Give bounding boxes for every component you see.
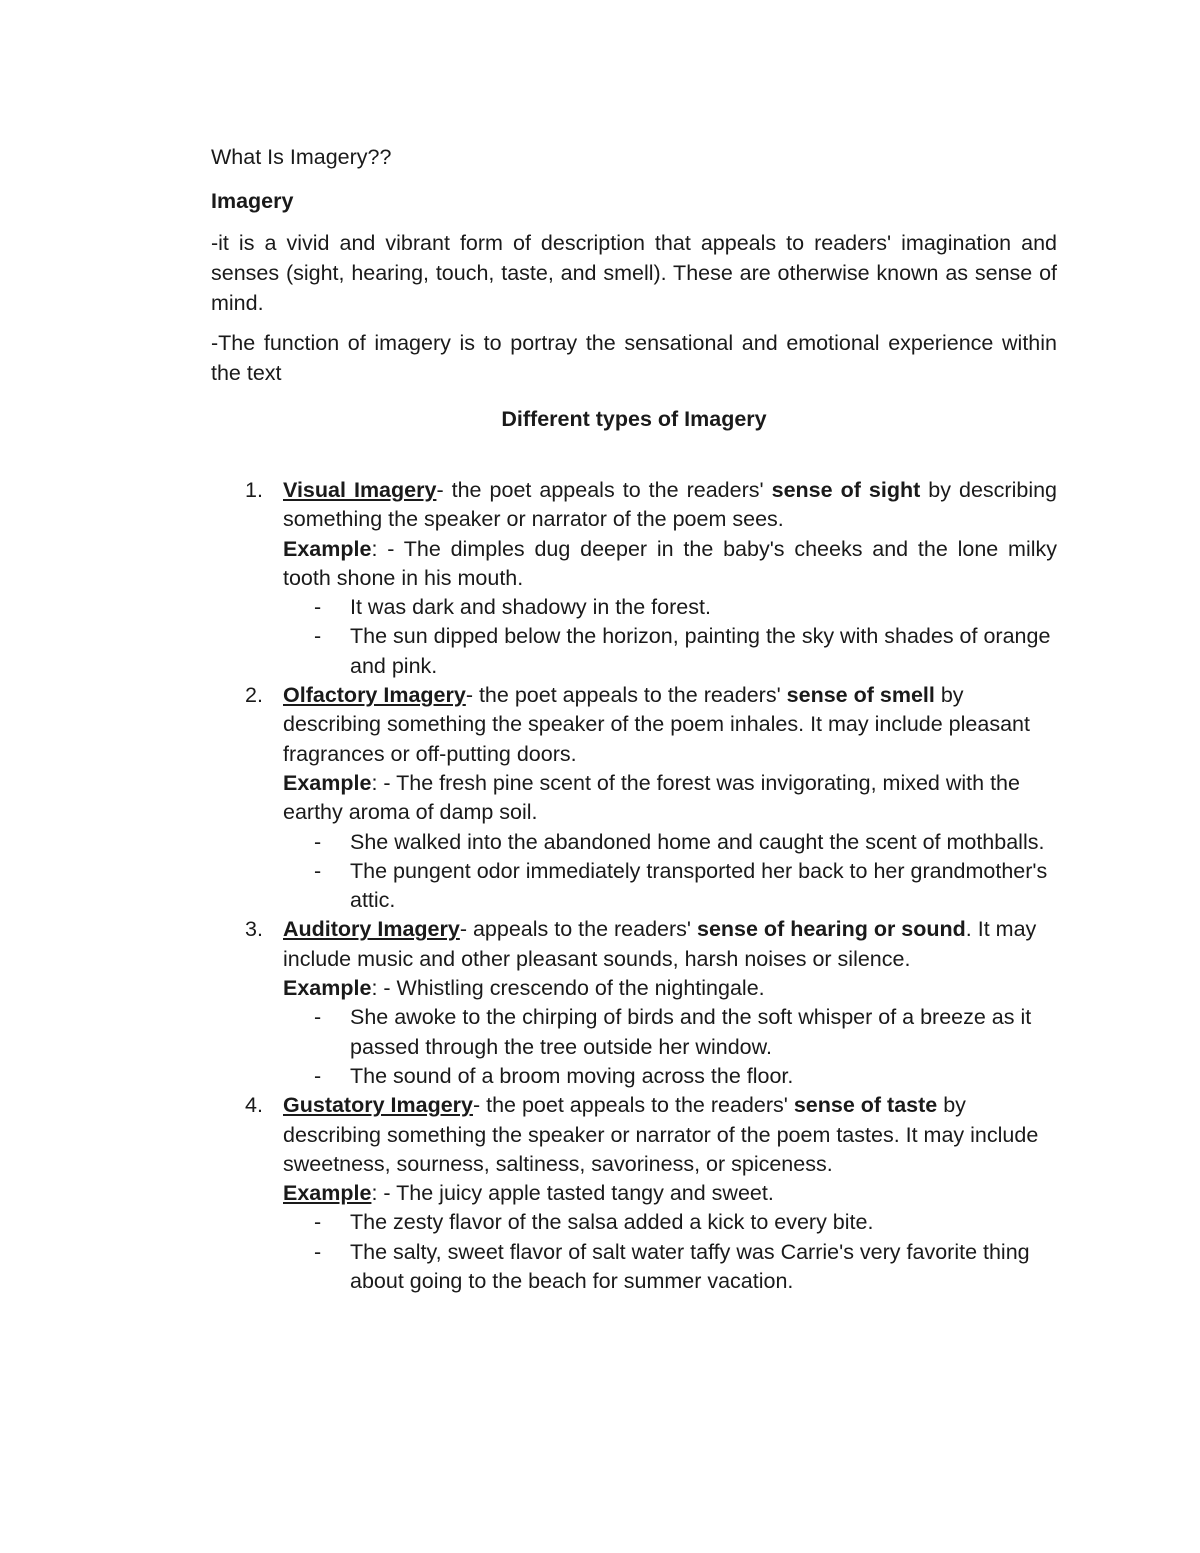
example-line: Example: - The dimples dug deeper in the baby's cheeks and the lone milky tooth shone in his mouth. [283, 536, 1057, 590]
sub-example: - The sound of a broom moving across the floor. [314, 1063, 794, 1088]
example-line: Example: - The juicy apple tasted tangy and sweet. [283, 1181, 774, 1206]
item-description: Olfactory Imagery- the poet appeals to the readers' sense of smell by describing something the speaker of the poem inhales. It may include pleasant fragrances or off-putting doors. [283, 683, 1030, 766]
types-heading: Different types of Imagery [501, 407, 767, 431]
term-olfactory: Olfactory Imagery [283, 683, 466, 708]
example-label: Example [283, 976, 372, 1001]
sense-label: sense of smell [786, 683, 935, 708]
item-description: Gustatory Imagery- the poet appeals to the readers' sense of taste by describing something the speaker or narrator of the poem tastes. It may include sweetness, sourness, saltiness, savoriness, or spiceness. [283, 1093, 1039, 1176]
list-item-auditory [211, 915, 1057, 1003]
function-paragraph: -The function of imagery is to portray the sensational and emotional experience within the text [211, 331, 1057, 385]
term-visual: Visual Imagery [283, 478, 437, 502]
document-body [211, 140, 1057, 1296]
term-auditory: Auditory Imagery [283, 917, 460, 942]
item-description: Visual Imagery- the poet appeals to the readers' sense of sight by describing something the speaker or narrator of the poem sees. [283, 478, 1058, 532]
sense-label: sense of hearing or sound [697, 917, 966, 942]
sub-example: - It was dark and shadowy in the forest. [314, 595, 711, 620]
list-number: 4. [245, 1093, 263, 1118]
sub-example: - The zesty flavor of the salsa added a kick to every bite. [314, 1210, 874, 1235]
sense-label: sense of taste [793, 1093, 938, 1118]
term-gustatory: Gustatory Imagery [283, 1093, 473, 1118]
sub-example: - The salty, sweet flavor of salt water taffy was Carrie's very favorite thing about going to the beach for summer vacation. [314, 1239, 1030, 1294]
definition-paragraph: -it is a vivid and vibrant form of description that appeals to readers' imagination and senses (sight, hearing, touch, taste, and smell). These are otherwise known as sense of mind. [211, 231, 1057, 315]
example-label: Example [283, 536, 372, 561]
list-number: 2. [245, 683, 263, 708]
example-line: Example: - Whistling crescendo of the nightingale. [283, 976, 765, 1001]
sense-label: sense of sight [771, 478, 921, 502]
list-item-visual [211, 476, 1057, 593]
example-line: Example: - The fresh pine scent of the forest was invigorating, mixed with the earthy aroma of damp soil. [283, 770, 1020, 825]
item-description: Auditory Imagery- appeals to the readers' sense of hearing or sound. It may include music and other pleasant sounds, harsh noises or silence. [283, 917, 1037, 971]
section-heading: Imagery [211, 189, 294, 213]
sub-example: - She walked into the abandoned home and caught the scent of mothballs. [314, 829, 1045, 854]
list-number: 1. [245, 478, 263, 502]
page-title: What Is Imagery?? [211, 145, 392, 169]
list-number: 3. [245, 917, 263, 942]
sub-example: - The pungent odor immediately transported her back to her grandmother's attic. [314, 858, 1048, 913]
sub-example: - She awoke to the chirping of birds and the soft whisper of a breeze as it passed through the tree outside her window. [314, 1005, 1032, 1059]
example-label: Example [283, 770, 372, 795]
list-item-gustatory [211, 1091, 1057, 1208]
list-item-olfactory [211, 681, 1057, 827]
sub-example: - The sun dipped below the horizon, painting the sky with shades of orange and pink. [314, 624, 1051, 678]
imagery-list [211, 476, 1057, 1296]
example-label: Example [283, 1181, 372, 1206]
